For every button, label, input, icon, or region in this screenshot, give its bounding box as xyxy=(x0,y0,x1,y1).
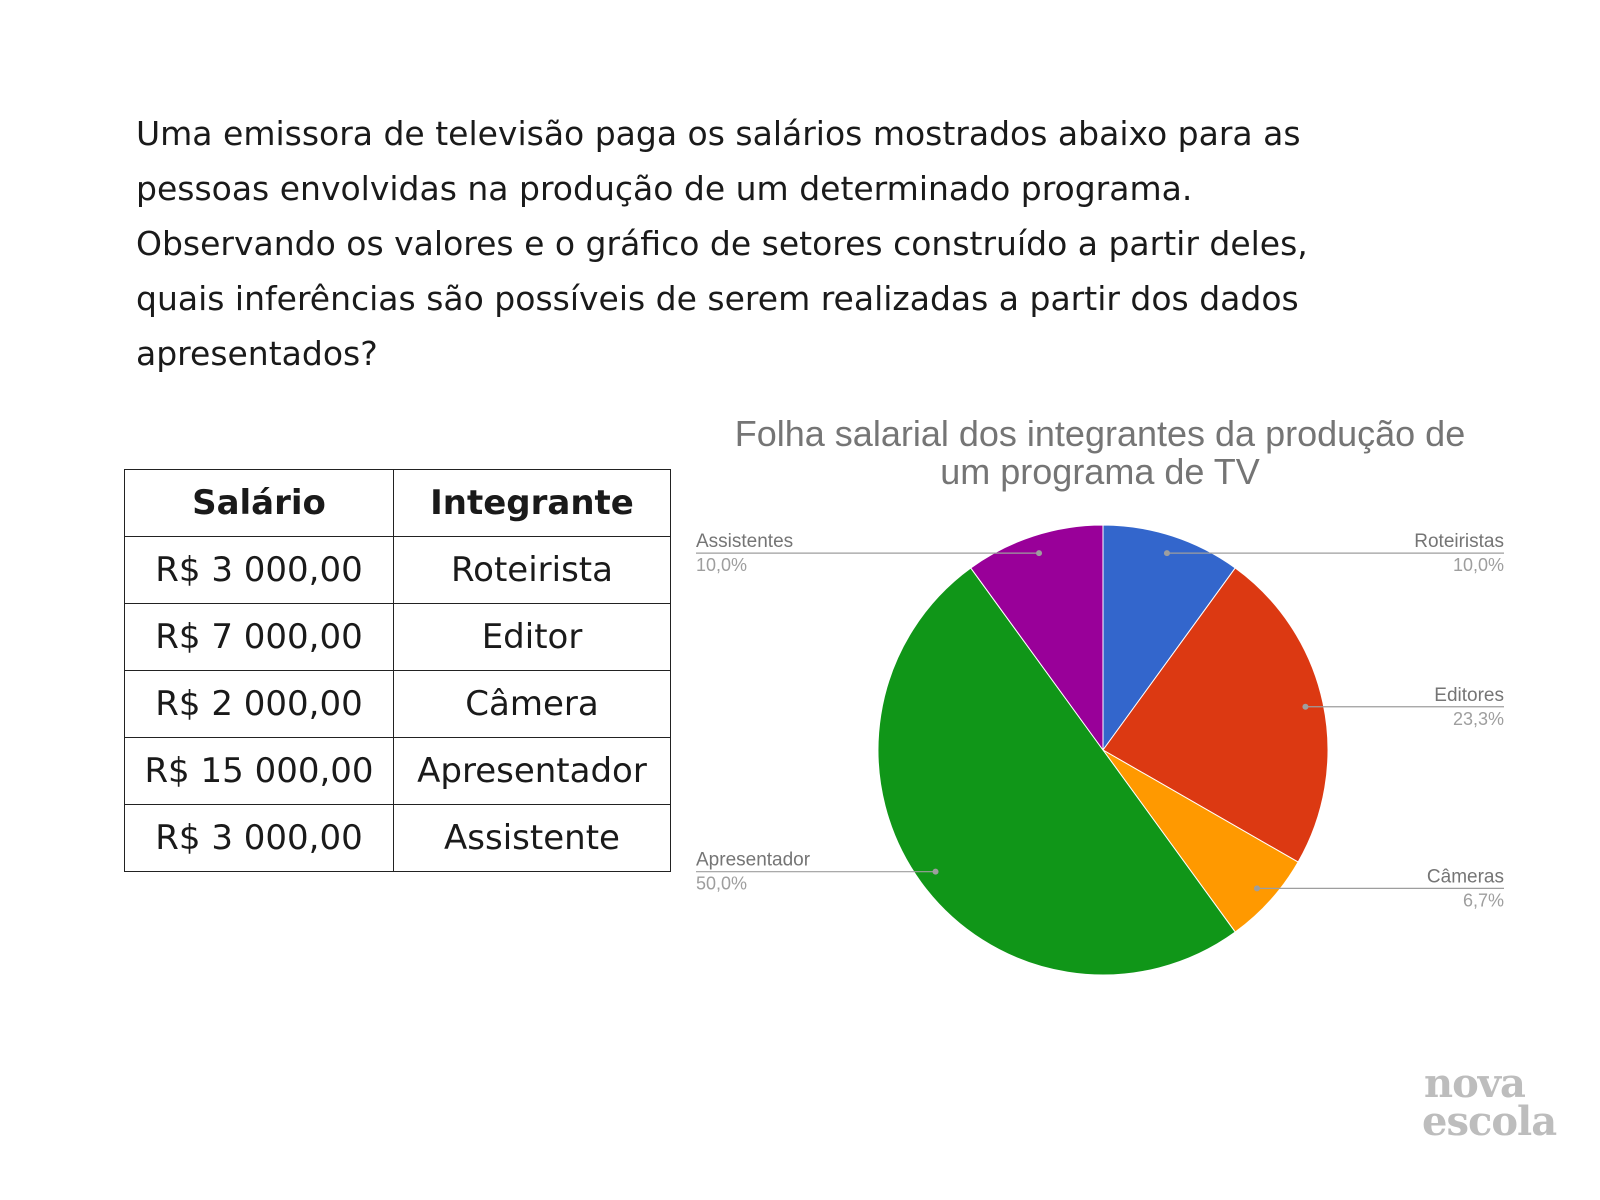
cell-member: Assistente xyxy=(394,805,671,872)
cell-member: Apresentador xyxy=(394,738,671,805)
slice-label: Apresentador xyxy=(696,849,811,871)
slice-percent-label: 23,3% xyxy=(1452,708,1504,729)
table-row xyxy=(125,805,671,872)
leader-dot xyxy=(1164,550,1170,556)
slice-percent-label: 10,0% xyxy=(696,555,748,576)
table-row xyxy=(125,738,671,805)
cell-member: Editor xyxy=(394,604,671,671)
table-row xyxy=(125,537,671,604)
chart-title-line: Folha salarial dos integrantes da produção de xyxy=(734,420,1466,454)
leader-dot xyxy=(933,869,939,875)
header-salario: Salário xyxy=(125,470,394,537)
cell-salary: R$ 3 000,00 xyxy=(125,537,394,604)
slice-label: Câmeras xyxy=(1426,866,1504,888)
nova-escola-logo xyxy=(1422,1060,1577,1145)
question-line: quais inferências são possíveis de serem realizadas a partir dos dados xyxy=(136,279,1299,318)
table-row xyxy=(125,671,671,738)
question-line: Observando os valores e o gráfico de setores construído a partir deles, xyxy=(136,224,1308,263)
table-header-row xyxy=(125,470,671,537)
cell-member: Câmera xyxy=(394,671,671,738)
slice-percent-label: 6,7% xyxy=(1462,890,1504,911)
leader-dot xyxy=(1254,885,1260,891)
header-integrante: Integrante xyxy=(394,470,671,537)
chart-title-line: um programa de TV xyxy=(940,451,1260,492)
salary-table xyxy=(124,469,671,872)
pie-chart xyxy=(690,420,1510,990)
slice-label: Assistentes xyxy=(696,531,794,553)
question-line: pessoas envolvidas na produção de um determinado programa. xyxy=(136,169,1193,208)
leader-dot xyxy=(1036,550,1042,556)
logo-line: escola xyxy=(1422,1098,1557,1145)
question-line: apresentados? xyxy=(136,334,378,373)
table-row xyxy=(125,604,671,671)
cell-salary: R$ 2 000,00 xyxy=(125,671,394,738)
slice-percent-label: 10,0% xyxy=(1452,555,1504,576)
logo-line: nova xyxy=(1424,1060,1525,1107)
question-line: Uma emissora de televisão paga os salários mostrados abaixo para as xyxy=(136,114,1301,153)
slice-percent-label: 50,0% xyxy=(696,873,748,894)
leader-dot xyxy=(1302,704,1308,710)
cell-salary: R$ 7 000,00 xyxy=(125,604,394,671)
question-text xyxy=(136,106,1496,381)
cell-salary: R$ 15 000,00 xyxy=(125,738,394,805)
slice-label: Roteiristas xyxy=(1414,531,1504,553)
cell-salary: R$ 3 000,00 xyxy=(125,805,394,872)
cell-member: Roteirista xyxy=(394,537,671,604)
slice-label: Editores xyxy=(1434,684,1504,706)
